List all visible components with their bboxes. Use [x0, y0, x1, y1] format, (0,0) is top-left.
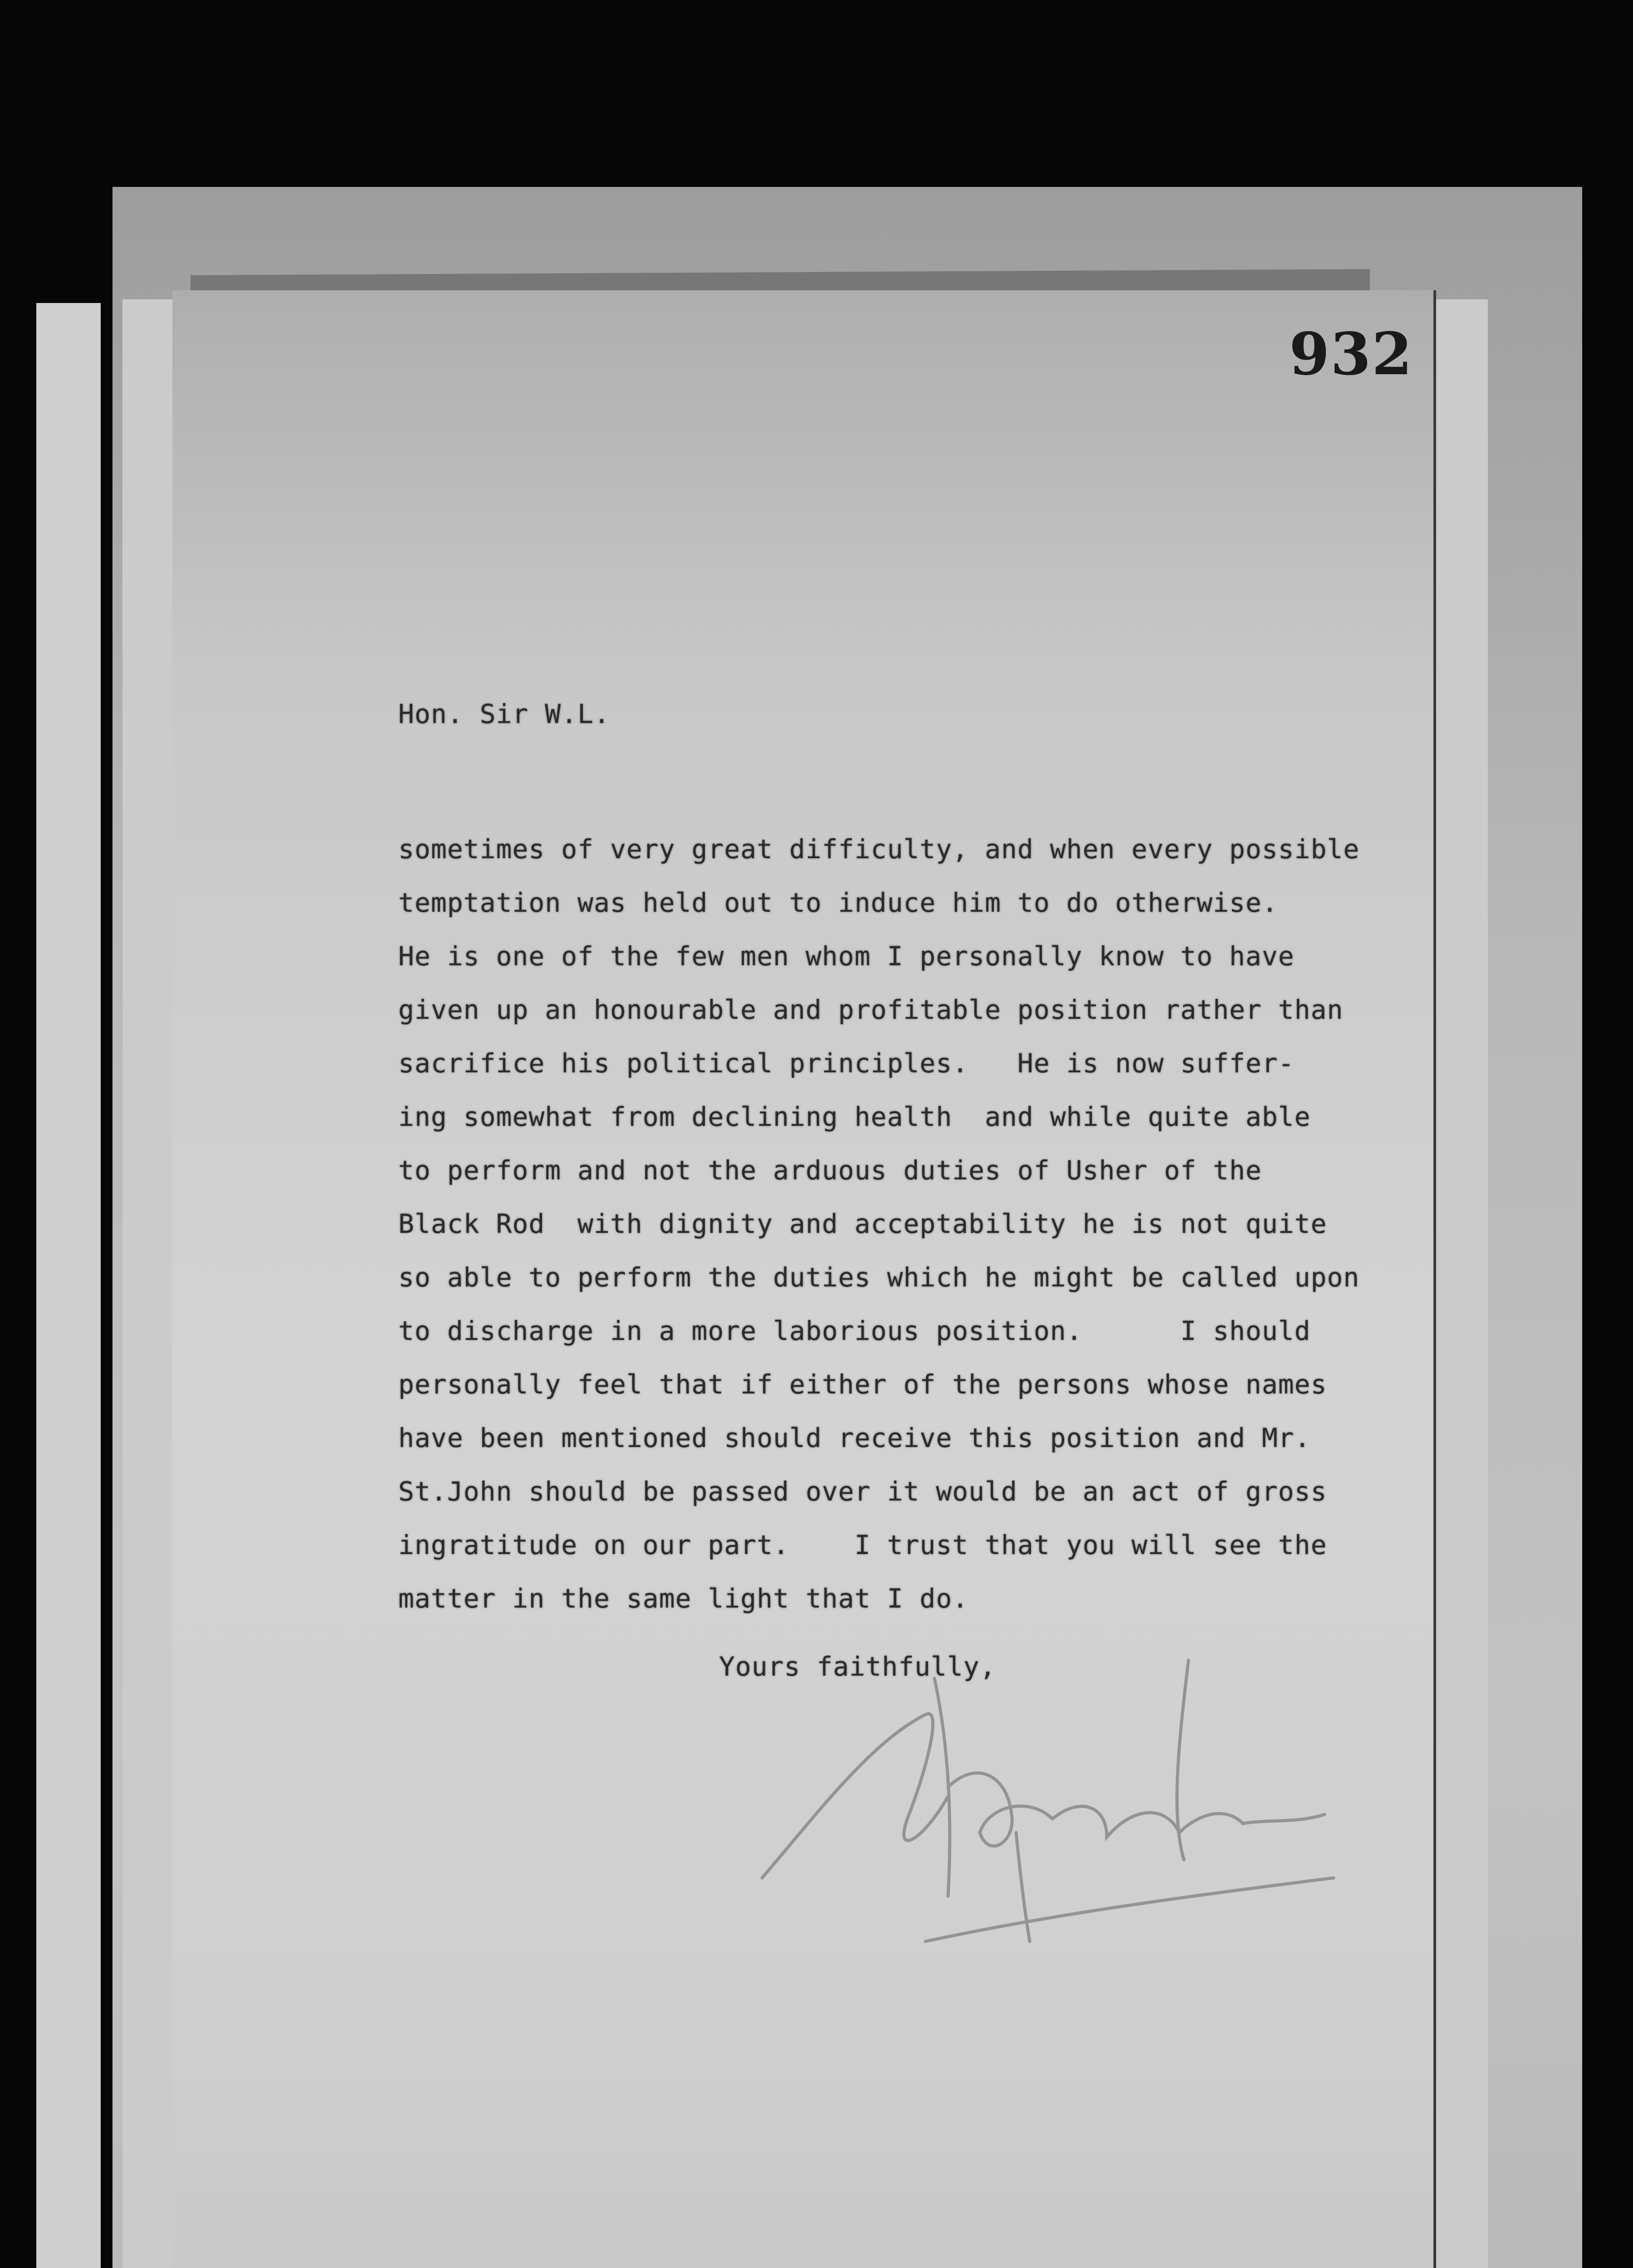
body-line: matter in the same light that I do.: [398, 1583, 969, 1614]
body-line: ing somewhat from declining health and while quite able: [398, 1101, 1311, 1132]
body-line: sacrifice his political principles. He is now suffer-: [398, 1048, 1295, 1079]
body-line: so able to perform the duties which he might be called upon: [398, 1262, 1360, 1293]
body-line: to perform and not the arduous duties of Usher of the: [398, 1155, 1262, 1186]
body-line: sometimes of very great difficulty, and when every possible: [398, 834, 1360, 865]
body-line: ingratitude on our part. I trust that you will see the: [398, 1530, 1327, 1560]
closing: Yours faithfully,: [719, 1651, 996, 1682]
body-line: He is one of the few men whom I personally know to have: [398, 941, 1295, 972]
body-line: have been mentioned should receive this position and Mr.: [398, 1422, 1311, 1453]
body-line: temptation was held out to induce him to do otherwise.: [398, 887, 1278, 918]
left-paper-edge: [36, 303, 101, 2268]
body-line: St.John should be passed over it would be an act of gross: [398, 1476, 1327, 1507]
body-line: Black Rod with dignity and acceptability he is not quite: [398, 1208, 1327, 1239]
body-line: personally feel that if either of the persons whose names: [398, 1369, 1327, 1400]
body-line: given up an honourable and profitable position rather than: [398, 994, 1344, 1025]
salutation: Hon. Sir W.L.: [398, 699, 610, 729]
folio-number: 932: [1289, 320, 1413, 388]
signature: [735, 1624, 1361, 1987]
body-line: to discharge in a more laborious position. I should: [398, 1315, 1311, 1346]
